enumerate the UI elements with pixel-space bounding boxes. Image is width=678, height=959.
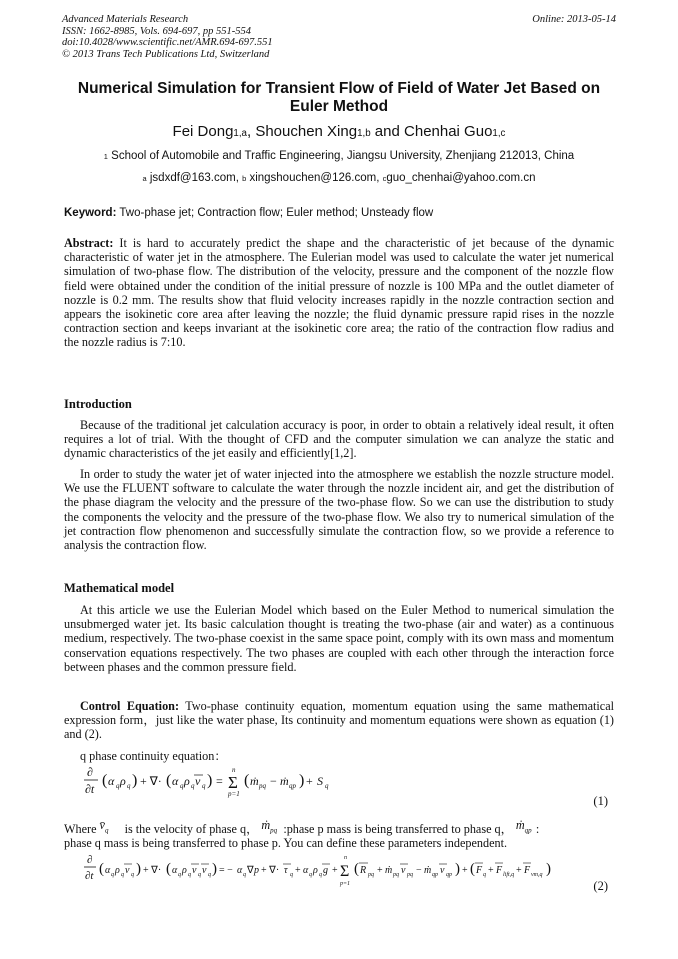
email-line xyxy=(40,172,638,184)
svg-text:α: α xyxy=(105,865,111,876)
equation-1 xyxy=(84,764,384,798)
svg-text:n: n xyxy=(344,855,347,861)
keyword-label: Keyword: xyxy=(64,207,117,219)
email-sup: b xyxy=(242,174,247,183)
svg-text:F: F xyxy=(476,865,483,876)
svg-text:(: ( xyxy=(102,772,108,789)
svg-text:ṁ: ṁ xyxy=(250,774,259,788)
svg-text:+: + xyxy=(306,774,313,788)
email-link[interactable]: xingshouchen@126.com, xyxy=(246,172,383,184)
svg-text:F: F xyxy=(524,865,531,876)
svg-text:qp: qp xyxy=(432,872,438,878)
svg-text:pq: pq xyxy=(368,872,374,878)
svg-text:+: + xyxy=(516,865,522,876)
svg-text:τ: τ xyxy=(284,865,288,876)
svg-text:q: q xyxy=(131,872,134,878)
svg-text:ρ: ρ xyxy=(313,865,318,876)
affiliation-text: School of Automobile and Traffic Engineering, Jiangsu University, Zhenjiang 212013, China xyxy=(107,150,575,162)
svg-text:α: α xyxy=(172,774,179,788)
equation-2-number: (2) xyxy=(593,879,608,893)
section-heading-introduction: Introduction xyxy=(64,397,132,411)
svg-text:ρ: ρ xyxy=(120,774,126,788)
svg-text:): ) xyxy=(455,861,460,877)
svg-text:pq: pq xyxy=(407,872,413,878)
svg-text:+ ∇·: + ∇· xyxy=(140,774,162,788)
svg-text:α: α xyxy=(303,865,309,876)
svg-text:qp: qp xyxy=(289,782,296,790)
equation-2 xyxy=(84,851,554,891)
svg-text:ṁ: ṁ xyxy=(385,865,393,876)
intro-paragraph-1: Because of the traditional jet calculation accuracy is poor, in order to obtain a relatively ideal result, it often requires a lot of trial. With the thought of CFD and the computer simulation we can analyze the static and dynamic characteristics of the jet easily and efficiently[1,2]. xyxy=(64,418,614,461)
journal-name: Advanced Materials Research xyxy=(62,14,189,25)
svg-text:p=1: p=1 xyxy=(228,790,240,798)
author-line xyxy=(40,123,638,140)
svg-text:(: ( xyxy=(244,772,250,789)
svg-text:R: R xyxy=(360,865,367,876)
svg-text:+: + xyxy=(377,865,383,876)
section-heading-model: Mathematical model xyxy=(64,581,175,595)
svg-text:+ ∇·: + ∇· xyxy=(143,865,162,876)
where-word: Where xyxy=(64,822,97,836)
svg-text:−: − xyxy=(270,774,277,788)
keywords xyxy=(64,207,624,219)
svg-text:∇: ∇ xyxy=(247,865,254,876)
svg-text:v: v xyxy=(401,865,406,876)
svg-text:q: q xyxy=(121,872,124,878)
svg-text:q: q xyxy=(319,872,322,878)
affiliation-sup: 1 xyxy=(103,152,108,161)
svg-text:v: v xyxy=(125,865,130,876)
svg-text:vm,q: vm,q xyxy=(531,872,543,878)
svg-text:q: q xyxy=(243,872,246,878)
email-link[interactable]: jsdxdf@163.com, xyxy=(146,172,243,184)
svg-text:p: p xyxy=(254,865,259,876)
model-paragraph-1: At this article we use the Eulerian Model which based on the Euler Method to numerical simulation the unsubmerged water jet. Its basic calculation thought is treating the two-phase (air and water) as a continuous medium, respectively. The two-phase coexist in the same space point, comply with its own mass and momentum conservation equations respectively. The two phases are coupled with each other through the interaction force between phases and the common pressure field. xyxy=(64,603,614,674)
svg-text:q: q xyxy=(309,872,312,878)
svg-text:q: q xyxy=(127,782,131,790)
author-sup: 1,b xyxy=(357,128,371,139)
control-equation-label: Control Equation: xyxy=(80,699,179,713)
abstract xyxy=(64,236,614,350)
svg-text:q: q xyxy=(202,782,206,790)
svg-text:(: ( xyxy=(354,861,359,877)
svg-text:ṁ: ṁ xyxy=(424,865,432,876)
email-sup: c xyxy=(382,174,387,183)
equation-1-number: (1) xyxy=(593,794,608,808)
velocity-symbol: $v̄_q$ xyxy=(99,818,109,835)
svg-text:q: q xyxy=(483,872,486,878)
doi-line[interactable]: doi:10.4028/www.scientific.net/AMR.694-697.551 xyxy=(62,37,273,48)
mass-transfer-qp-symbol: ṁ$_{qp}$ xyxy=(515,818,532,835)
svg-text:= −: = − xyxy=(219,865,233,876)
svg-text:+: + xyxy=(332,865,338,876)
svg-text:): ) xyxy=(212,861,217,877)
email-link[interactable]: guo_chenhai@yahoo.com.cn xyxy=(386,172,536,184)
svg-text:ṁ: ṁ xyxy=(280,774,289,788)
svg-text:q: q xyxy=(111,872,114,878)
svg-text:n: n xyxy=(232,766,236,774)
svg-text:q: q xyxy=(290,872,293,878)
author-name: Chenhai Guo xyxy=(404,123,493,140)
svg-text:(: ( xyxy=(166,861,171,877)
svg-text:+: + xyxy=(295,865,301,876)
svg-text:q: q xyxy=(188,872,191,878)
svg-text:−: − xyxy=(416,865,422,876)
svg-text:): ) xyxy=(132,772,138,789)
abstract-label: Abstract: xyxy=(64,236,114,250)
svg-text:+ ∇·: + ∇· xyxy=(261,865,280,876)
svg-text:q: q xyxy=(116,782,120,790)
svg-text:+: + xyxy=(462,865,468,876)
author-name: Fei Dong xyxy=(172,123,234,140)
svg-text:=: = xyxy=(216,774,223,788)
journal-header xyxy=(62,14,273,60)
svg-text:+: + xyxy=(488,865,494,876)
svg-text:g: g xyxy=(323,865,328,876)
where-mass-pq-text: :phase p mass is being transferred to phase q， xyxy=(283,822,513,836)
author-sup: 1,c xyxy=(492,128,506,139)
svg-text:q: q xyxy=(208,872,211,878)
svg-text:∂: ∂ xyxy=(87,854,93,866)
svg-text:v: v xyxy=(195,774,201,788)
svg-text:pq: pq xyxy=(393,872,399,878)
svg-text:p=1: p=1 xyxy=(340,881,351,887)
svg-text:q: q xyxy=(325,782,329,790)
svg-text:v: v xyxy=(192,865,197,876)
svg-text:): ) xyxy=(299,772,305,789)
svg-text:ρ: ρ xyxy=(182,865,187,876)
svg-text:): ) xyxy=(136,861,141,877)
svg-text:(: ( xyxy=(99,861,104,877)
affiliation xyxy=(40,150,638,162)
svg-text:q: q xyxy=(178,872,181,878)
q-phase-continuity-label: q phase continuity equation： xyxy=(80,749,227,763)
svg-text:ρ: ρ xyxy=(184,774,190,788)
online-date: Online: 2013-05-14 xyxy=(532,14,616,25)
intro-paragraph-2: In order to study the water jet of water injected into the atmosphere we establish the nozzle structure model. We use the FLUENT software to calculate the water through the nozzle incident air, and get the distribution of the phase diagram the velocity and the pressure of the two-phase flow. So we can use the distribution to study the components the velocity and the pressure of the two-phase flow. We also try to numerical simulation of the jet contraction flow phenomenon and successfully simulate the contraction flow, so we provide a reference to analysis the contraction flow. xyxy=(64,467,614,553)
svg-text:(: ( xyxy=(470,861,475,877)
svg-text:q: q xyxy=(198,872,201,878)
svg-text:α: α xyxy=(108,774,115,788)
author-sup: 1,a xyxy=(233,128,247,139)
svg-text:): ) xyxy=(546,861,551,877)
svg-text:v: v xyxy=(440,865,445,876)
svg-text:Σ: Σ xyxy=(228,773,238,792)
svg-text:q: q xyxy=(191,782,195,790)
svg-text:lift,q: lift,q xyxy=(503,872,515,878)
svg-text:pq: pq xyxy=(259,782,266,790)
email-sup: a xyxy=(142,174,147,183)
control-equation-paragraph xyxy=(64,699,614,742)
author-name: Shouchen Xing xyxy=(255,123,358,140)
copyright-line: © 2013 Trans Tech Publications Ltd, Switzerland xyxy=(62,48,270,60)
svg-text:α: α xyxy=(237,865,243,876)
svg-text:S: S xyxy=(317,774,323,788)
issn-line: ISSN: 1662-8985, Vols. 694-697, pp 551-554 xyxy=(62,25,251,37)
svg-text:): ) xyxy=(207,772,213,789)
svg-text:qp: qp xyxy=(446,872,452,878)
svg-text:Σ: Σ xyxy=(340,863,350,880)
abstract-text: It is hard to accurately predict the shape and the characteristic of jet because of the dynamic characteristic of water jet in the atmosphere. The Eulerian model was used to calculate the water jet numerical simulation of two-phase flow. The distribution of the velocity, pressure and the component of the nozzle flow field were obtained under the condition of the initial pressure of nozzle is 100 MPa and the outlet diameter of nozzle is 0.2 mm. The results show that fluid velocity increases rapidly in the nozzle contraction section and appears the isokinetic core area after leaving the nozzle; the fluid dynamic pressure rapid rises in the nozzle contraction section and keeps invariant at the isokinetic core area; the ratio of the contraction flow radius and the nozzle radius is 7:10. xyxy=(64,236,614,350)
svg-text:∂t: ∂t xyxy=(85,870,94,882)
svg-text:α: α xyxy=(172,865,178,876)
svg-text:∂: ∂ xyxy=(87,765,93,779)
svg-text:v: v xyxy=(202,865,207,876)
where-colon: : xyxy=(535,822,540,836)
author-sep: and xyxy=(370,123,405,140)
svg-text:(: ( xyxy=(166,772,172,789)
keyword-text: Two-phase jet; Contraction flow; Euler method; Unsteady flow xyxy=(116,207,434,219)
svg-text:q: q xyxy=(180,782,184,790)
svg-text:ρ: ρ xyxy=(115,865,120,876)
author-sep: , xyxy=(246,123,256,140)
mass-transfer-pq-symbol: ṁ$_{pq}$ xyxy=(261,818,278,835)
where-line-2: phase q mass is being transferred to phase p. You can define these parameters independent. xyxy=(64,836,508,850)
svg-text:∂t: ∂t xyxy=(85,782,95,796)
where-velocity-text: is the velocity of phase q， xyxy=(124,822,259,836)
paper-title: Numerical Simulation for Transient Flow of Field of Water Jet Based on Euler Method xyxy=(77,80,601,115)
control-equation-text: Two-phase continuity equation, momentum equation using the same mathematical expression form，just like the water phase, Its continuity and momentum equations were shown as equation (1) and (2). xyxy=(64,699,614,742)
svg-text:F: F xyxy=(496,865,503,876)
